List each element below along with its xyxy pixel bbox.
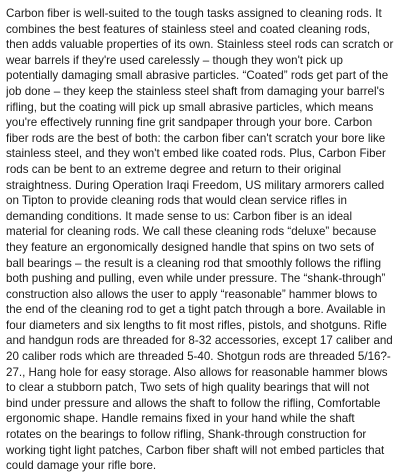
text-line: they feature an ergonomically designed handle that spins on two sets of [6,240,375,254]
text-line: material for cleaning rods. We call these cleaning rods “deluxe” because [6,225,377,239]
text-line: demanding conditions. It made sense to us: Carbon fiber is an ideal [6,209,353,223]
text-line: straightness. During Operation Iraqi Freedom, US military armorers called [6,178,385,192]
text-line: both pushing and pulling, even while under pressure. The “shank-through” [6,272,386,286]
text-line: ergonomic shape. Handle remains fixed in your hand while the shaft [6,412,355,426]
text-line: then adds valuable properties of its own. Stainless steel rods can scratch or [6,38,394,52]
text-line: Carbon fiber is well-suited to the tough tasks assigned to cleaning rods. It [6,7,382,20]
text-line: job done – they keep the stainless steel shaft from damaging your barrel's [6,84,385,98]
text-line: working tight light patches, Carbon fiber shaft will not embed particles that [6,443,385,457]
text-line: fiber rods are the best of both: the carbon fiber can't scratch your bore like [6,131,386,145]
text-line: you're effectively running fine grit sandpaper through your bore. Carbon [6,116,373,130]
text-line: 27., Hang hole for easy storage. Also allows for reasonable hammer blows [6,365,388,379]
text-line: the end of the cleaning rod to get a tight patch through a bore. Available in [6,303,386,317]
text-line: rifling, but the coating will pick up small abrasive particles, which means [6,100,374,114]
text-line: 20 caliber rods which are threaded 5-40. Shotgun rods are threaded 5/16?- [6,350,391,364]
text-line: wear barrels if they're used carelessly – though they won't pick up [6,53,343,67]
text-line: on Tipton to provide cleaning rods that would clean service rifles in [6,194,347,208]
text-line: bind under pressure and allows the shaft to follow the rifling, Comfortable [6,396,381,410]
text-line: construction also allows the user to apply “reasonable” hammer blows to [6,287,378,301]
text-line: could damage your rifle bore. [6,459,157,473]
text-line: potentially damaging small abrasive particles. “Coated” rods get part of the [6,69,389,83]
text-line: stainless steel, and they won't embed like coated rods. Plus, Carbon Fiber [6,147,386,161]
text-line: combines the best features of stainless steel and coated cleaning rods, [6,22,371,36]
text-line: and handgun rods are threaded for 8-32 accessories, except 17 caliber and [6,334,393,348]
text-line: ball bearings – the result is a cleaning rod that smoothly follows the rifling [6,256,382,270]
text-line: rods can be bent to an extreme degree and return to their original [6,162,342,176]
product-description [6,6,412,474]
text-line: rotates on the bearings to follow rifling, Shank-through construction for [6,428,367,442]
text-line: four diameters and six lengths to fit most rifles, pistols, and shotguns. Rifle [6,318,387,332]
text-line: to clear a stubborn patch, Two sets of high quality bearings that will not [6,381,370,395]
